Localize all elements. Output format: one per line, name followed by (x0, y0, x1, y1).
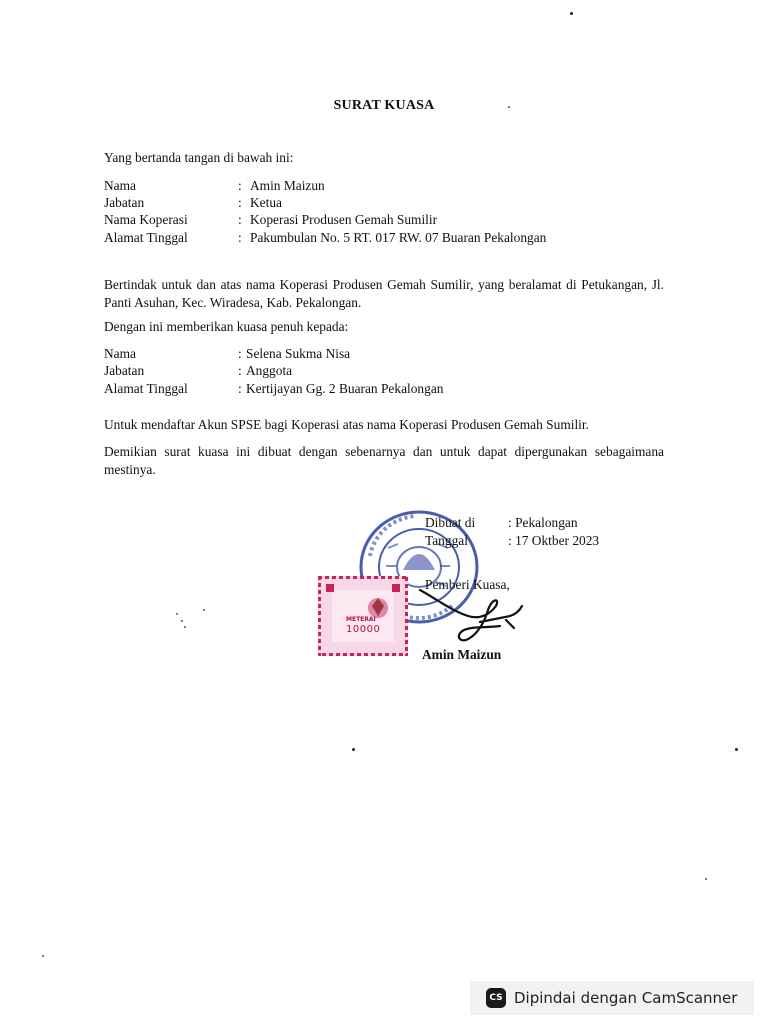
field-label: Nama Koperasi (104, 212, 188, 227)
scan-speck (176, 613, 178, 615)
scan-speck (184, 626, 186, 628)
field-colon: : (238, 363, 242, 378)
acting-paragraph: Bertindak untuk dan atas nama Koperasi Produsen Gemah Sumilir, yang beralamat di Petukangan, Jl. Panti Asuhan, Kec. Wiradesa, Kab. Pekalongan. (104, 277, 664, 310)
date-label: Tanggal (425, 533, 468, 548)
field-value: Pakumbulan No. 5 RT. 017 RW. 07 Buaran Pekalongan (250, 230, 547, 245)
signer-name: Amin Maizun (422, 647, 502, 662)
scan-speck (352, 748, 355, 751)
field-colon: : (238, 195, 242, 210)
field-value: Ketua (250, 195, 282, 210)
granting-text: Dengan ini memberikan kuasa penuh kepada: (104, 319, 349, 334)
meterai-value: 10000 (346, 624, 381, 635)
field-colon: : (238, 230, 242, 245)
scan-speck (181, 620, 183, 622)
camscanner-icon: CS (486, 988, 506, 1008)
field-value: Anggota (246, 363, 293, 378)
field-label: Nama (104, 178, 136, 193)
scan-speck (203, 609, 205, 611)
scan-speck (42, 955, 44, 957)
field-label: Alamat Tinggal (104, 230, 188, 245)
field-colon: : (238, 346, 242, 361)
field-colon: : (238, 178, 242, 193)
scan-speck (735, 748, 738, 751)
scan-speck (570, 12, 573, 15)
closing-paragraph: Demikian surat kuasa ini dibuat dengan sebenarnya dan untuk dapat dipergunakan sebagaimana mestinya. (104, 444, 664, 477)
field-colon: : (238, 381, 242, 396)
intro-text: Yang bertanda tangan di bawah ini: (104, 150, 294, 165)
date-value: : 17 Oktber 2023 (508, 533, 600, 548)
field-label: Nama (104, 346, 136, 361)
field-value: Amin Maizun (250, 178, 325, 193)
field-value: Kertijayan Gg. 2 Buaran Pekalongan (246, 381, 444, 396)
document-title: SURAT KUASA (333, 98, 435, 113)
camscanner-badge (470, 981, 754, 1015)
field-colon: : (238, 212, 242, 227)
purpose-text: Untuk mendaftar Akun SPSE bagi Koperasi atas nama Koperasi Produsen Gemah Sumilir. (104, 417, 589, 432)
handwritten-signature (410, 580, 530, 650)
scan-speck (508, 106, 510, 108)
camscanner-text: Dipindai dengan CamScanner (514, 989, 738, 1007)
field-value: Selena Sukma Nisa (246, 346, 351, 361)
field-label: Jabatan (104, 363, 145, 378)
field-label: Jabatan (104, 195, 145, 210)
place-label: Dibuat di (425, 515, 476, 530)
field-value: Koperasi Produsen Gemah Sumilir (250, 212, 438, 227)
meterai-label: METERAI (346, 616, 376, 623)
scan-speck (705, 878, 707, 880)
field-label: Alamat Tinggal (104, 381, 188, 396)
meterai-stamp (318, 576, 408, 656)
signer-role: Pemberi Kuasa, (425, 577, 510, 592)
place-value: : Pekalongan (508, 515, 578, 530)
